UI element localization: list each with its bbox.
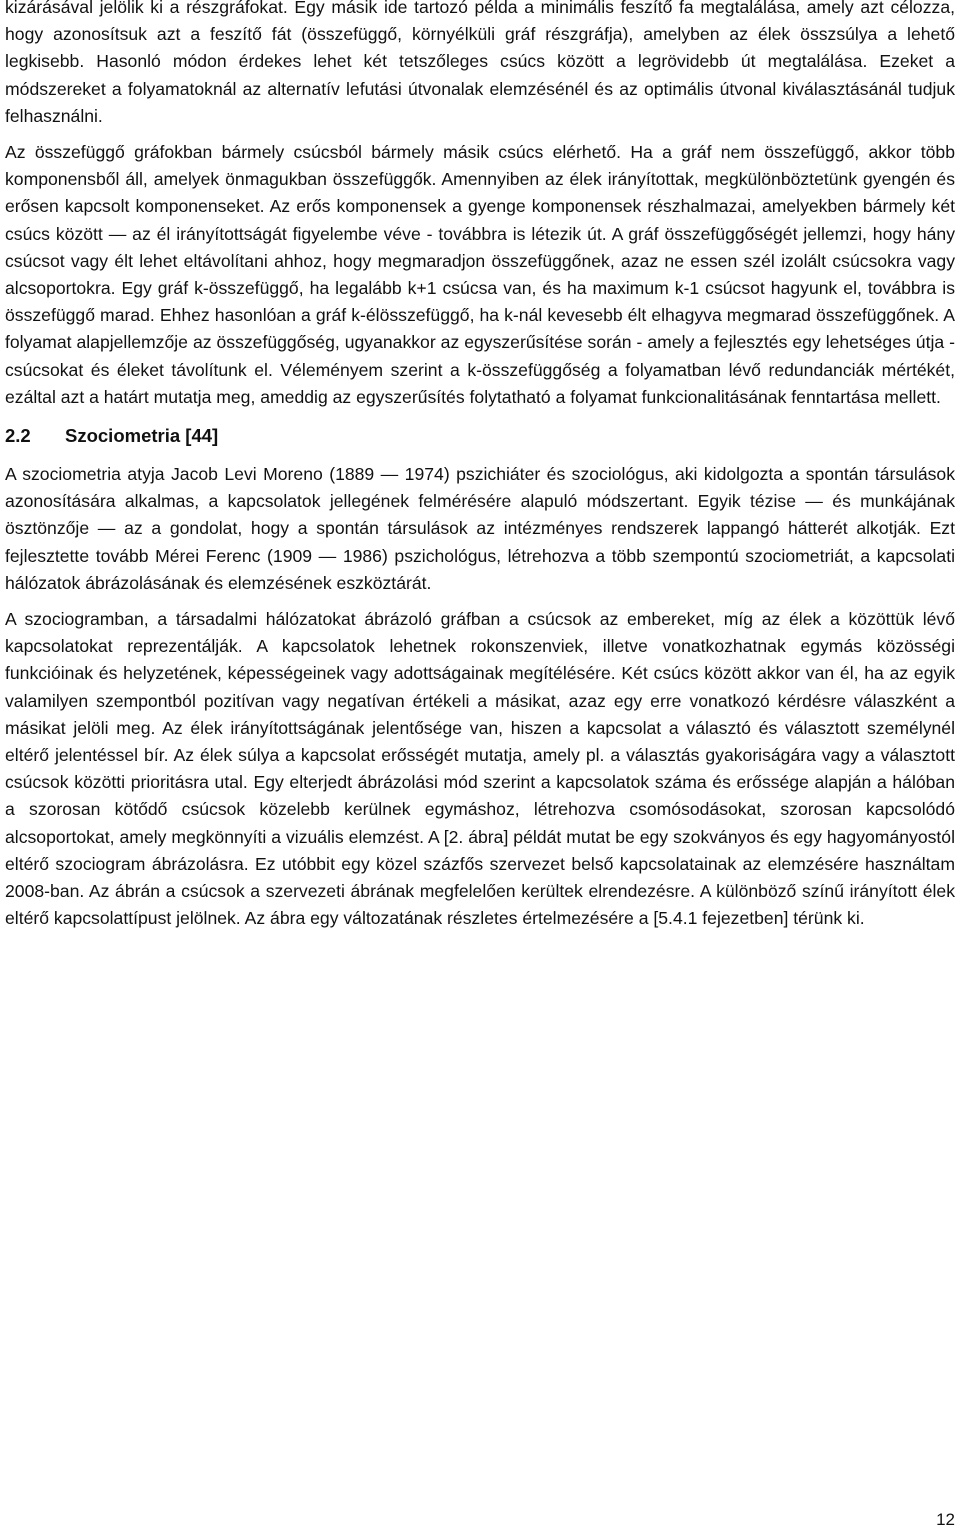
page-content bbox=[5, 0, 955, 933]
paragraph-spacer bbox=[5, 597, 955, 606]
section-spacer bbox=[5, 411, 955, 422]
section-number: 2.2 bbox=[5, 425, 31, 447]
paragraph-moreno: A szociometria atyja Jacob Levi Moreno (1889 — 1974) pszichiáter és szociológus, aki kidolgozta a spontán társulások azonosítására alkalmas, a kapcsolatok jellegének felmérésére alapuló módszertant. Egyik tézise — és munkájának ösztönzője — az a gondolat, hogy a spontán társulások az intézményes rendszerek lappangó hátterét alkotják. Ezt fejlesztette tovább Mérei Ferenc (1909 — 1986) pszichológus, létrehozva a több szempontú szociometriát, a kapcsolati hálózatok ábrázolásának és elemzésének eszköztárát. bbox=[5, 464, 955, 593]
paragraph-spacer bbox=[5, 130, 955, 139]
section-spacer bbox=[5, 450, 955, 461]
paragraph-connectivity: Az összefüggő gráfokban bármely csúcsból bármely másik csúcs elérhető. Ha a gráf nem összefüggő, akkor több komponensből áll, amelyek önmagukban összefüggők. Amennyiben az élek irányítottak, megkülönböztetünk gyengén és erősen kapcsolt komponenseket. Az erős komponensek a gyenge komponensek részhalmazai, amelyekben bármely két csúcs között — az él irányítottságát figyelembe véve - továbbra is létezik út. A gráf összefüggőségét jellemzi, hogy hány csúcsot vagy élt lehet eltávolítani ahhoz, hogy megmaradjon összefüggőnek, azaz ne essen szél izolált csúcsokra vagy alcsoportokra. Egy gráf k-összefüggő, ha legalább k+1 csúcsa van, és ha maximum k-1 csúcsot hagyunk el, továbbra is összefüggő marad. Ehhez hasonlóan a gráf k-élösszefüggő, ha k-nál kevesebb élt elhagyva megmarad összefüggőnek. A folyamat alapjellemzője az összefüggőség, ugyanakkor az egyszerűsítése során - amely a fejlesztés egy lehetséges útja - csúcsokat és éleket távolítunk el. Véleményem szerint a k-összefüggőség a folyamatban lévő redundanciák mértékét, ezáltal azt a határt mutatja meg, ameddig az egyszerűsítés folytatható a folyamat funkcionalitásának fenntartása mellett. bbox=[5, 142, 955, 407]
paragraph-graph-algorithms: kizárásával jelölik ki a részgráfokat. Egy másik ide tartozó példa a minimális feszítő fa megtalálása, amely azt célozza, hogy azonosítsuk azt a feszítő fát (összefüggő, környélküli gráf részgráfja), amelyben az élek összsúlya a lehető legkisebb. Hasonló módon érdekes lehet két tetszőleges csúcs között a legrövidebb út megtalálása. Ezeket a módszereket a folyamatoknál az alternatív lefutási útvonalak elemzésénél és az optimális útvonal kiválasztásánál tudjuk felhasználni. bbox=[5, 0, 955, 126]
section-heading bbox=[5, 422, 955, 450]
page-number: 12 bbox=[936, 1510, 955, 1529]
section-title: Szociometria [44] bbox=[65, 425, 219, 447]
paragraph-sociogram: A szociogramban, a társadalmi hálózatokat ábrázoló gráfban a csúcsok az embereket, míg az élek a közöttük lévő kapcsolatokat reprezentálják. A kapcsolatok lehetnek rokonszenviek, illetve vonatkozhatnak egymás közösségi funkcióinak és helyzetének, képességeinek vagy adottságainak megítélésére. Két csúcs között akkor van él, ha az egyik valamilyen szempontból pozitívan vagy negatívan értékeli a másikat, azaz egy erre vonatkozó kérdésre válaszként a másikat jelöli meg. Az élek irányítottságának jelentősége van, hiszen a kapcsolat a választó és választott személynél eltérő jelentéssel bír. Az élek súlya a kapcsolat erősségét mutatja, amely pl. a választás gyakoriságára vagy a választott csúcsok közötti prioritásra utal. Egy elterjedt ábrázolási mód szerint a kapcsolatok száma és erőssége alapján a hálóban a szorosan kötődő csúcsok közelebb kerülnek egymáshoz, létrehozva csomósodásokat, szorosan kapcsolódó alcsoportokat, amely megkönnyíti a vizuális elemzést. A [2. ábra] példát mutat be egy szokványos és egy hagyományostól eltérő szociogram ábrázolásra. Ez utóbbit egy közel százfős szervezet belső kapcsolatainak az elemzésére használtam 2008-ban. Az ábrán a csúcsok a szervezeti ábrának megfelelően kerültek elrendezésre. A különböző színű irányított élek eltérő kapcsolattípust jelölnek. Az ábra egy változatának részletes értelmezésére a [5.4.1 fejezetben] térünk ki. bbox=[5, 609, 955, 929]
